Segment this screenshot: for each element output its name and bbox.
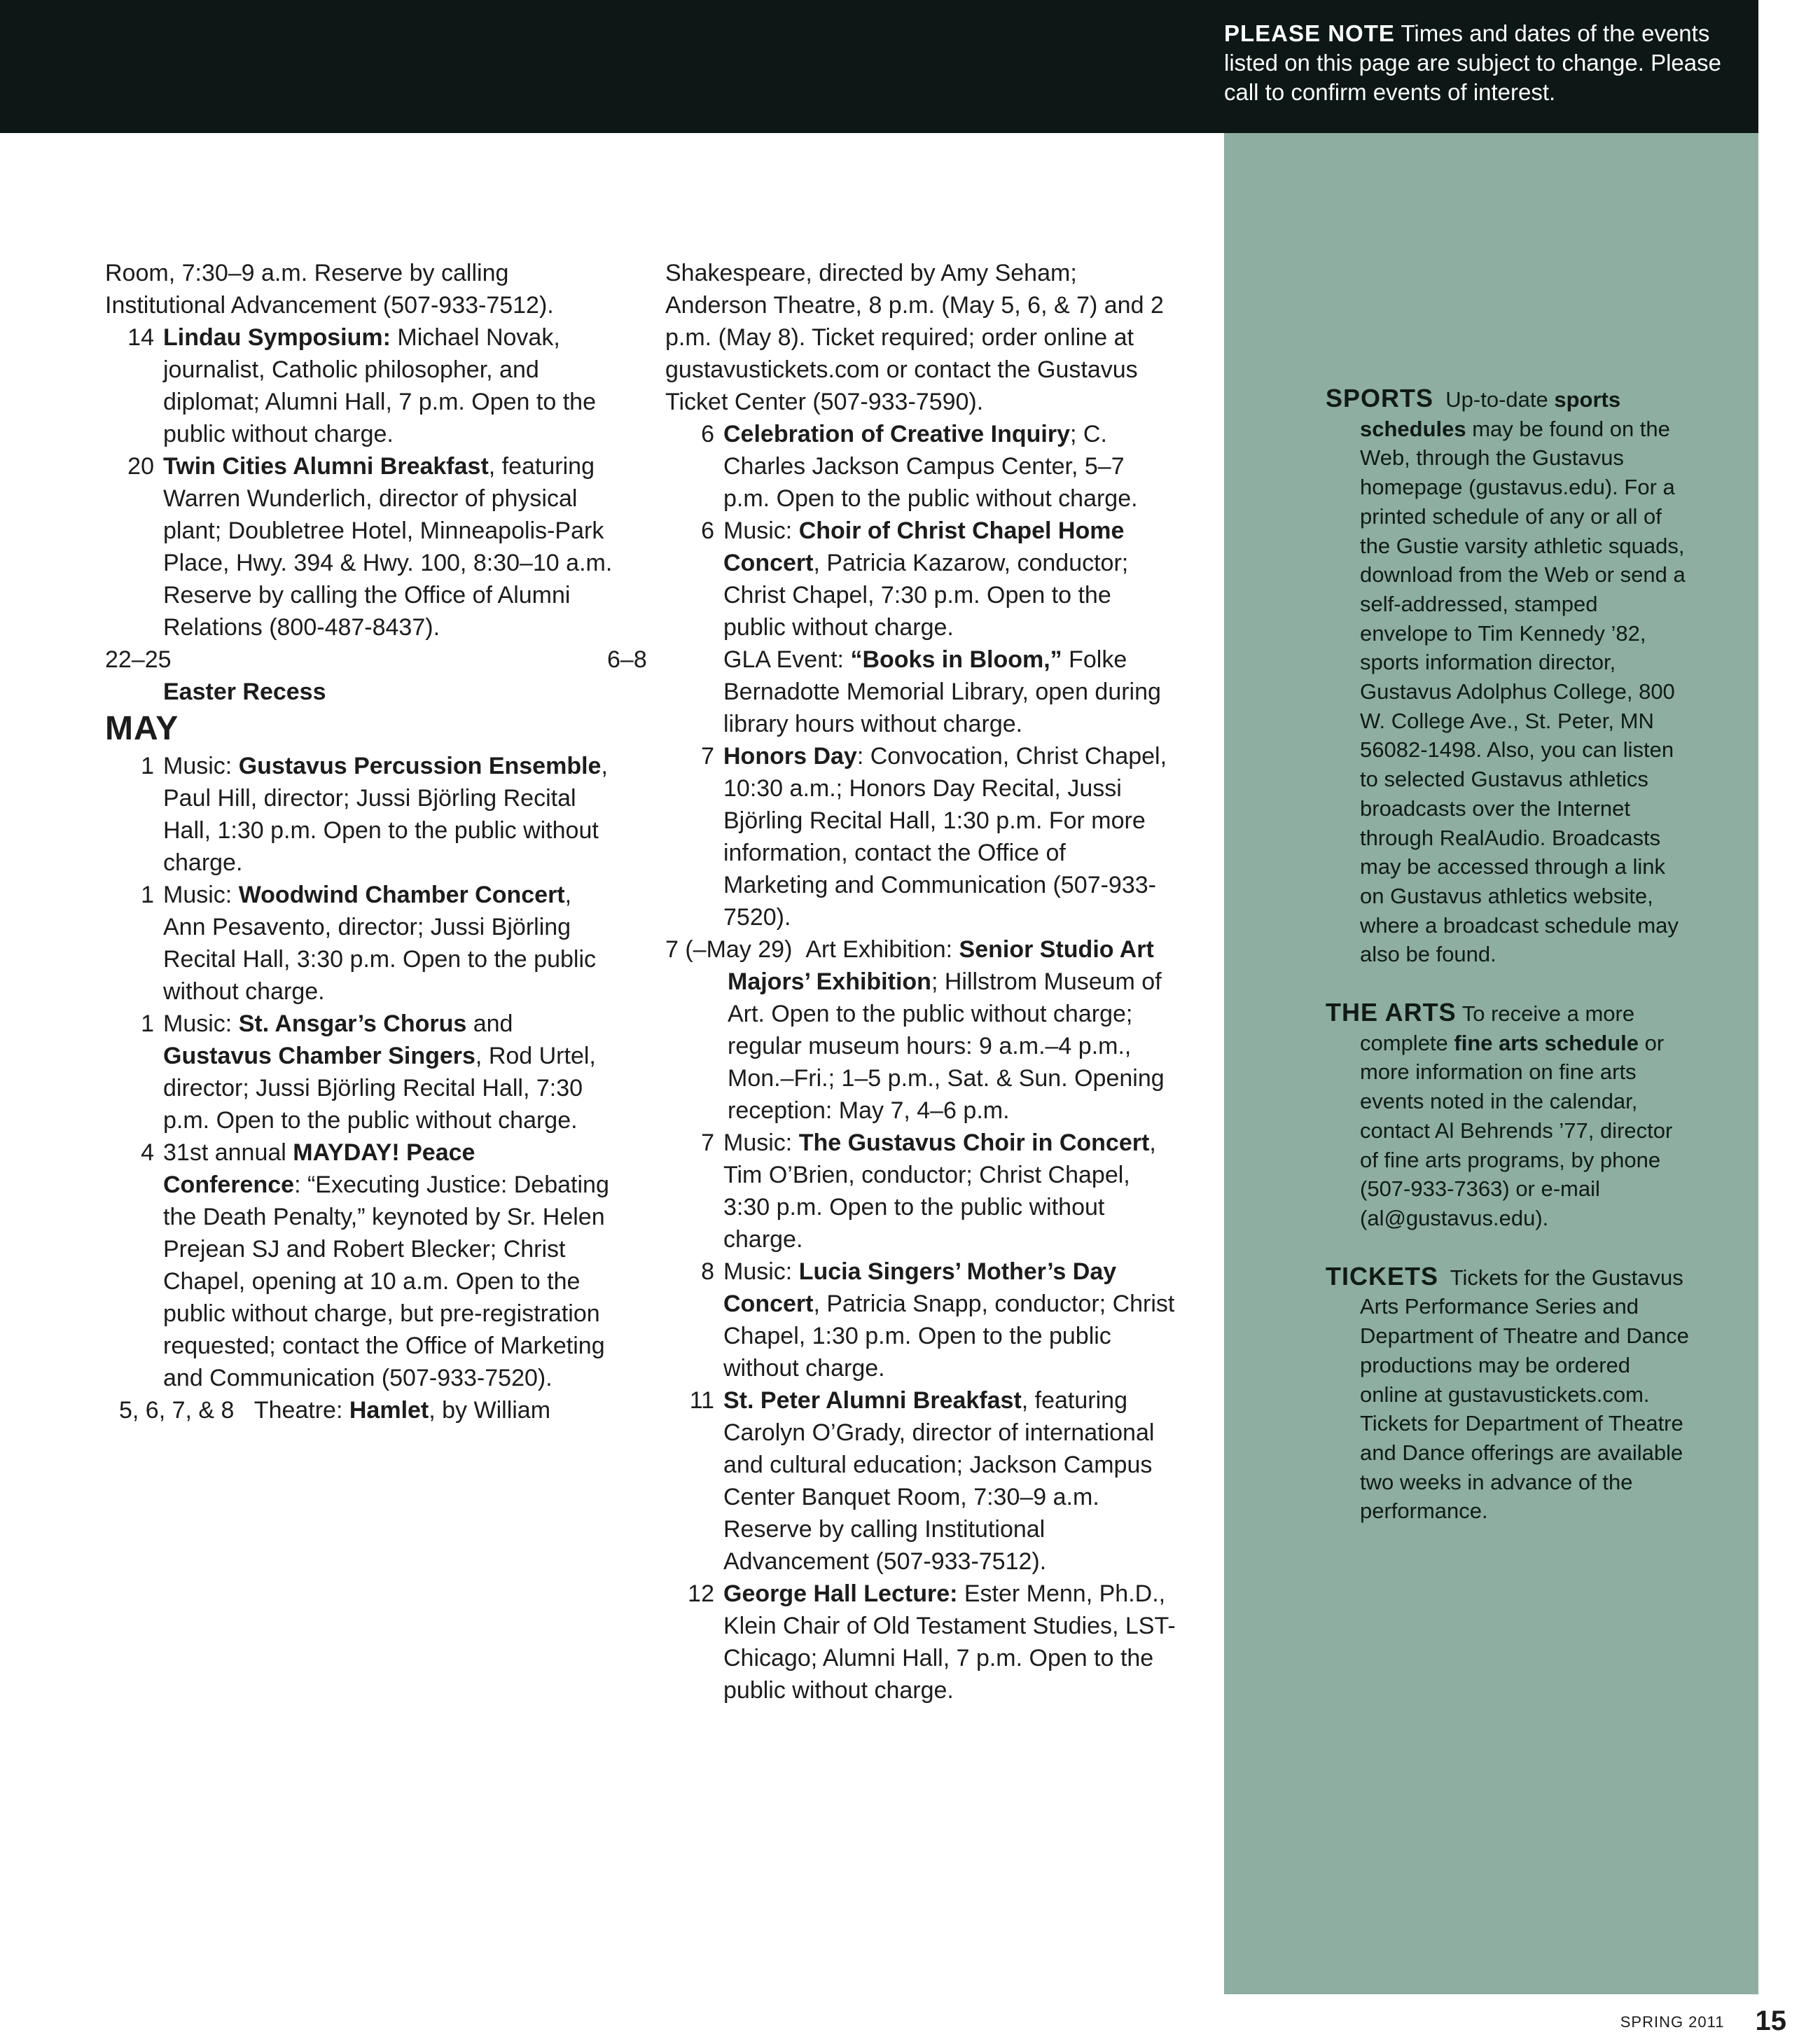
sports-section bbox=[1326, 384, 1690, 969]
event-date: 7 bbox=[701, 743, 714, 770]
event-date: 6 bbox=[701, 517, 714, 544]
event-prefix: Music: bbox=[163, 882, 239, 908]
event-details: Ester Menn, Ph.D., Klein Chair of Old Testament Studies, LST-Chicago; Alumni Hall, 7 p.m. Open to the public without charge. bbox=[723, 1580, 1176, 1704]
arts-highlight: fine arts schedule bbox=[1454, 1030, 1639, 1055]
event-entry bbox=[105, 879, 616, 1008]
event-details: , by William bbox=[429, 1397, 551, 1424]
sidebar-info bbox=[1326, 384, 1690, 1555]
event-title: Choir of Christ Chapel Home Concert bbox=[723, 517, 1125, 576]
event-entry bbox=[665, 418, 1176, 515]
event-title: Woodwind Chamber Concert bbox=[238, 882, 565, 908]
arts-heading: THE ARTS bbox=[1326, 998, 1457, 1027]
event-details: , Tim O’Brien, conductor; Christ Chapel, 3:30 p.m. Open to the public without charge. bbox=[723, 1129, 1156, 1253]
event-date: 5, 6, 7, & 8 bbox=[119, 1397, 235, 1424]
event-title: Celebration of Creative Inquiry bbox=[723, 421, 1070, 447]
event-date: 1 bbox=[141, 1010, 154, 1037]
event-entry bbox=[105, 750, 616, 879]
event-prefix: Music: bbox=[163, 753, 239, 779]
event-title: Lucia Singers’ Mother’s Day Concert bbox=[723, 1258, 1117, 1317]
note-text: Times and dates of the events listed on this page are subject to change. Please call to confirm events of interest. bbox=[1224, 20, 1721, 105]
event-entry bbox=[665, 933, 1176, 1127]
event-details: , Patricia Snapp, conductor; Christ Chapel, 1:30 p.m. Open to the public without charge. bbox=[723, 1291, 1175, 1382]
event-details: , Patricia Kazarow, conductor; Christ Chapel, 7:30 p.m. Open to the public without charge. bbox=[723, 550, 1129, 641]
tickets-heading: TICKETS bbox=[1326, 1261, 1439, 1291]
event-prefix: 31st annual bbox=[163, 1139, 293, 1166]
event-entry bbox=[665, 740, 1176, 933]
calendar-column-2 bbox=[607, 257, 1176, 1706]
event-entry bbox=[105, 1008, 616, 1136]
event-title: MAYDAY! Peace Conference bbox=[163, 1139, 475, 1198]
event-title: Gustavus Percussion Ensemble bbox=[238, 753, 602, 779]
event-details: ; Hillstrom Museum of Art. Open to the public without charge; regular museum hours: 9 a.m.–4 p.m., Mon.–Fri.; 1–5 p.m., Sat. & Sun. Opening reception: May 7, 4–6 p.m. bbox=[728, 968, 1165, 1124]
sports-text: may be found on the Web, through the Gustavus homepage (gustavus.edu). For a printed schedule of any or all of the Gustie varsity athletic squads, download from the Web or send a self-addressed, stamped envelope to Tim Kennedy ’82, sports information director, Gustavus Adolphus College, 800 W. College Ave., St. Peter, MN 56082-1498. Also, you can listen to selected Gustavus athletics broadcasts over the Internet through RealAudio. Broadcasts may be accessed through a link on Gustavus athletics website, where a broadcast schedule may also be found. bbox=[1360, 416, 1686, 967]
event-details: Folke Bernadotte Memorial Library, open during library hours without charge. bbox=[723, 646, 1161, 737]
event-date: 6 bbox=[701, 421, 714, 447]
event-date: 7 bbox=[701, 1129, 714, 1156]
sports-prefix: Up-to-date bbox=[1445, 387, 1555, 412]
event-date: 14 bbox=[127, 324, 154, 351]
event-entry bbox=[665, 1256, 1176, 1384]
event-date: 8 bbox=[701, 1258, 714, 1285]
continued-text: Room, 7:30–9 a.m. Reserve by calling Institutional Advancement (507-933-7512). bbox=[105, 260, 554, 319]
tickets-text: Tickets for the Gustavus Arts Performance Series and Department of Theatre and Dance productions may be ordered online at gustavustickets.com. Tickets for Department of Theatre and Dance offerings are available two weeks in advance of the performance. bbox=[1360, 1265, 1689, 1524]
event-title: Senior Studio Art Majors’ Exhibition bbox=[728, 936, 1154, 995]
event-title: Lindau Symposium: bbox=[163, 324, 391, 351]
page-number: 15 bbox=[1755, 2005, 1786, 2036]
event-entry bbox=[105, 1394, 616, 1426]
event-date: 20 bbox=[127, 453, 154, 480]
event-title-2: Gustavus Chamber Singers bbox=[163, 1043, 475, 1069]
event-entry bbox=[665, 1384, 1176, 1578]
event-details: , featuring Warren Wunderlich, director of physical plant; Doubletree Hotel, Minneapolis-Park Place, Hwy. 394 & Hwy. 100, 8:30–10 a.m. Reserve by calling the Office of Alumni Relations (800-487-8437). bbox=[163, 453, 613, 641]
event-date: 1 bbox=[141, 753, 154, 779]
event-prefix: Music: bbox=[723, 517, 799, 544]
issue-label: SPRING 2011 bbox=[1620, 2013, 1725, 2031]
event-entry bbox=[105, 1136, 616, 1394]
event-details: , Rod Urtel, director; Jussi Björling Recital Hall, 7:30 p.m. Open to the public without charge. bbox=[163, 1043, 596, 1134]
event-date-range: 22–25 bbox=[105, 646, 172, 673]
event-entry bbox=[607, 644, 1176, 740]
event-details: , featuring Carolyn O’Grady, director of international and cultural education; Jackson Campus Center Banquet Room, 7:30–9 a.m. Reserve by calling Institutional Advancement (507-933-7512). bbox=[723, 1387, 1155, 1575]
calendar-column-1 bbox=[105, 257, 616, 1426]
event-prefix: Music: bbox=[723, 1258, 799, 1285]
continued-text: Shakespeare, directed by Amy Seham; Anderson Theatre, 8 p.m. (May 5, 6, & 7) and 2 p.m. (May 8). Ticket required; order online at gustavustickets.com or contact the Gustavus Ticket Center (507-933-7590). bbox=[665, 260, 1164, 415]
note-label: PLEASE NOTE bbox=[1224, 20, 1395, 46]
event-details: : Convocation, Christ Chapel, 10:30 a.m.; Honors Day Recital, Jussi Björling Recital Hall, 1:30 p.m. For more information, contact the Office of Marketing and Communication (507-933-7520). bbox=[723, 743, 1167, 931]
event-details: Michael Novak, journalist, Catholic philosopher, and diplomat; Alumni Hall, 7 p.m. Open to the public without charge. bbox=[163, 324, 596, 447]
event-connector: and bbox=[466, 1010, 513, 1037]
event-title: Twin Cities Alumni Breakfast bbox=[163, 453, 489, 480]
event-date: 11 bbox=[689, 1387, 714, 1414]
month-heading: MAY bbox=[105, 710, 179, 747]
arts-prefix: To receive a more complete bbox=[1360, 1001, 1635, 1055]
event-entry bbox=[105, 676, 616, 708]
event-date: 7 (–May 29) bbox=[665, 936, 793, 963]
event-title: “Books in Bloom,” bbox=[850, 646, 1062, 673]
event-entry bbox=[665, 515, 1176, 644]
event-title: Hamlet bbox=[349, 1397, 429, 1424]
event-date: 6–8 bbox=[607, 646, 647, 673]
event-title: St. Ansgar’s Chorus bbox=[238, 1010, 467, 1037]
arts-text: or more information on fine arts events noted in the calendar, contact Al Behrends ’77, director of fine arts programs, by phone (507-933-7363) or e-mail (al@gustavus.edu). bbox=[1360, 1030, 1673, 1230]
event-entry bbox=[105, 321, 616, 450]
event-title: St. Peter Alumni Breakfast bbox=[723, 1387, 1022, 1414]
event-date: 4 bbox=[141, 1139, 154, 1166]
event-title: The Gustavus Choir in Concert bbox=[798, 1129, 1150, 1156]
event-prefix: GLA Event: bbox=[723, 646, 851, 673]
event-details: : “Executing Justice: Debating the Death Penalty,” keynoted by Sr. Helen Prejean SJ and Robert Blecker; Christ Chapel, opening at 10 a.m. Open to the public without charge, but pre-registration requested; contact the Office of Marketing and Communication (507-933-7520). bbox=[163, 1172, 609, 1391]
event-prefix: Music: bbox=[163, 1010, 239, 1037]
event-entry bbox=[665, 1578, 1176, 1706]
sports-heading: SPORTS bbox=[1326, 384, 1434, 412]
event-title: Easter Recess bbox=[163, 679, 326, 705]
event-entry bbox=[105, 450, 616, 644]
sports-highlight: sports schedules bbox=[1360, 387, 1621, 441]
event-details: , Ann Pesavento, director; Jussi Björling Recital Hall, 3:30 p.m. Open to the public without charge. bbox=[163, 882, 596, 1005]
event-date: 12 bbox=[688, 1580, 714, 1607]
event-details: , Paul Hill, director; Jussi Björling Recital Hall, 1:30 p.m. Open to the public without charge. bbox=[163, 753, 608, 876]
event-date: 1 bbox=[141, 882, 154, 908]
event-prefix: Music: bbox=[723, 1129, 799, 1156]
event-prefix: Art Exhibition: bbox=[805, 936, 959, 963]
event-details: ; C. Charles Jackson Campus Center, 5–7 p.m. Open to the public without charge. bbox=[723, 421, 1138, 512]
event-prefix: Theatre: bbox=[253, 1397, 349, 1424]
page-footer bbox=[1620, 2005, 1786, 2037]
event-title: George Hall Lecture: bbox=[723, 1580, 958, 1607]
event-entry bbox=[665, 1127, 1176, 1256]
please-note bbox=[1224, 19, 1756, 107]
arts-section bbox=[1326, 998, 1690, 1233]
tickets-section bbox=[1326, 1262, 1690, 1526]
event-title: Honors Day bbox=[723, 743, 857, 770]
